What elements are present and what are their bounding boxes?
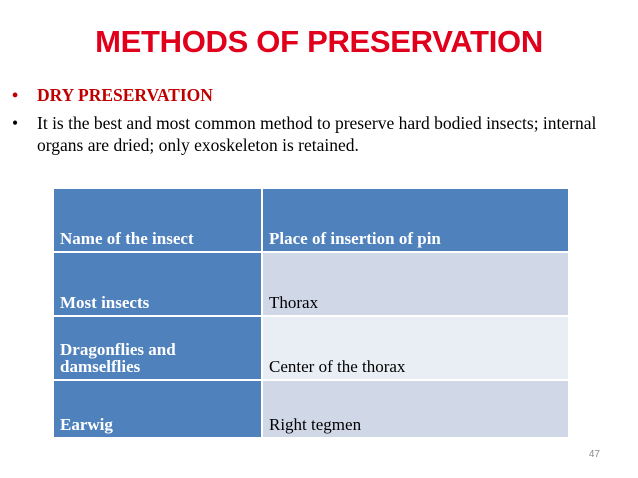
bullet-item-dry-preservation: [12, 84, 622, 106]
header-cell-pin-place: Place of insertion of pin: [262, 188, 569, 252]
bullet-dot: •: [12, 113, 19, 133]
header-cell-insect: Name of the insect: [53, 188, 262, 252]
cell-insect: Dragonflies and damselflies: [53, 316, 262, 380]
cell-insect: Earwig: [53, 380, 262, 438]
bullet-item-description: [12, 112, 622, 156]
cell-pin-place: Thorax: [262, 252, 569, 316]
bullet-dot: •: [12, 85, 19, 105]
table-header-row: [53, 188, 569, 252]
table-row: [53, 252, 569, 316]
pin-insertion-table: [52, 187, 570, 439]
table-row: [53, 316, 569, 380]
cell-insect: Most insects: [53, 252, 262, 316]
cell-pin-place: Center of the thorax: [262, 316, 569, 380]
bullet-text: DRY PRESERVATION: [37, 85, 213, 105]
page-number: 47: [588, 449, 600, 460]
cell-pin-place: Right tegmen: [262, 380, 569, 438]
table-row: [53, 380, 569, 438]
bullet-text: It is the best and most common method to preserve hard bodied insects; internal organs are dried; only exoskeleton is retained.: [37, 113, 597, 155]
bullet-list: [12, 84, 622, 156]
slide-title: METHODS OF PRESERVATION: [95, 24, 543, 59]
